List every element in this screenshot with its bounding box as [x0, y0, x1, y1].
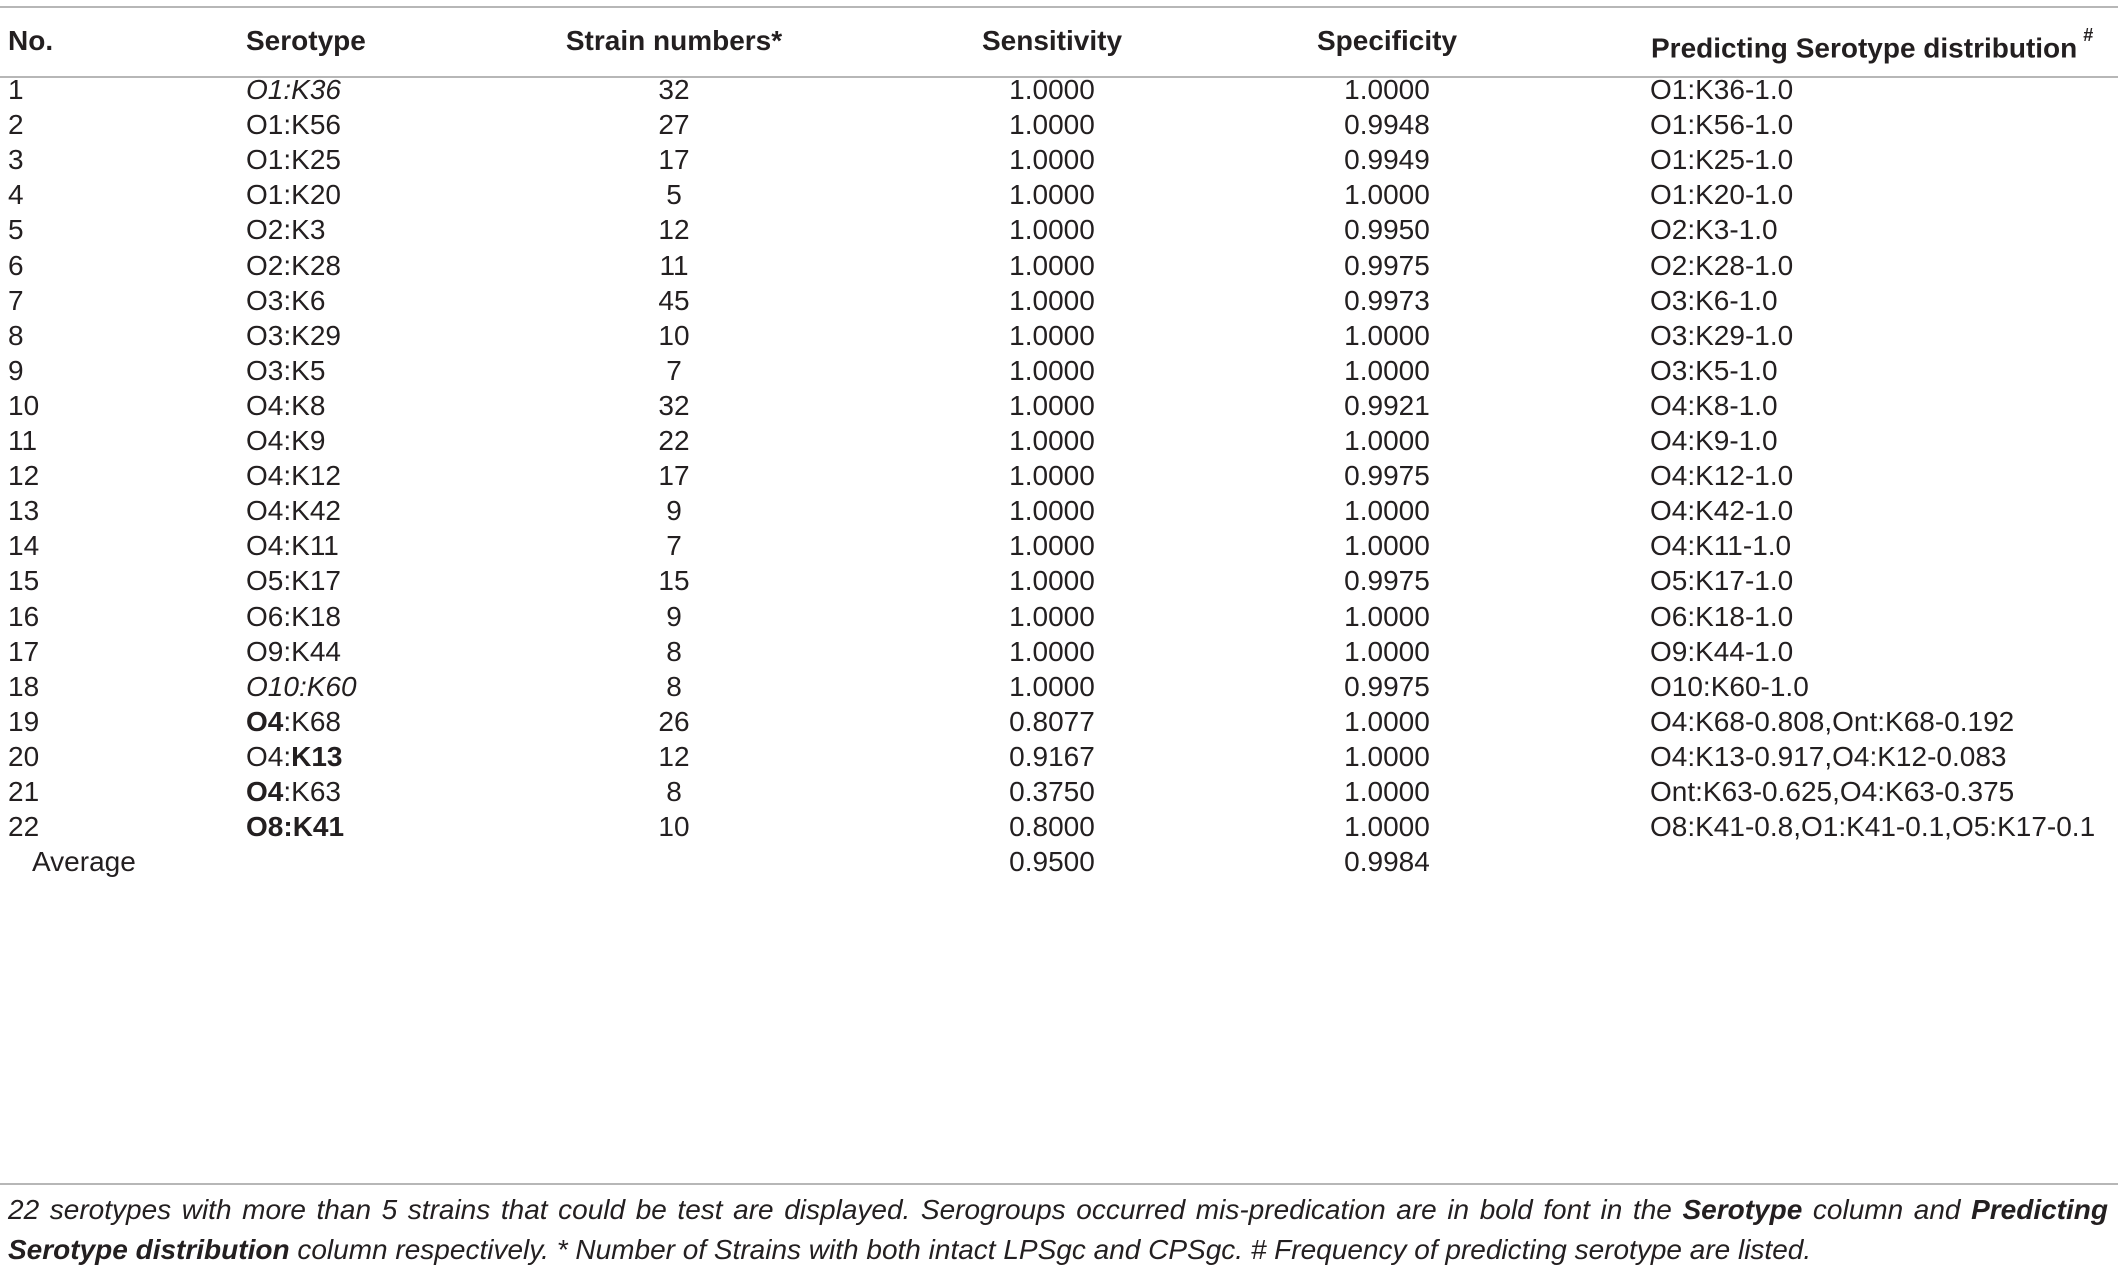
row-specificity: 1.0000	[1344, 354, 1430, 386]
serotype-separator: :	[283, 776, 292, 807]
row-strain-numbers: 8	[666, 776, 682, 807]
serotype-separator: :	[283, 495, 292, 527]
row-no: 8	[8, 319, 24, 351]
row-strain-numbers: 7	[666, 530, 682, 562]
serotype-k-type: K68	[291, 705, 341, 737]
row-predicting-distribution: O2:K28-1.0	[1650, 249, 1794, 281]
serotype-k-type: K28	[291, 249, 341, 281]
row-specificity: 0.9921	[1344, 389, 1430, 421]
table-top-rule	[0, 6, 2118, 8]
row-predicting-distribution: O8:K41-0.8,O1:K41-0.1,O5:K17-0.1	[1650, 811, 2096, 843]
serotype-k-type: K20	[291, 179, 341, 211]
row-strain-numbers: 5	[666, 179, 682, 211]
row-sensitivity: 1.0000	[1009, 214, 1095, 246]
serotype-k-type: K36	[291, 74, 341, 105]
row-strain-numbers: 7	[666, 354, 682, 386]
row-no: 12	[8, 460, 40, 492]
serotype-separator: :	[283, 425, 292, 456]
table-bottom-rule	[0, 1183, 2118, 1185]
row-specificity: 1.0000	[1344, 740, 1430, 772]
serotype-separator: :	[283, 319, 292, 351]
row-predicting-distribution: O4:K8-1.0	[1650, 389, 1778, 421]
row-predicting-distribution: O3:K5-1.0	[1650, 354, 1778, 386]
serotype-o-group: O4	[246, 389, 284, 421]
row-predicting-distribution: O1:K36-1.0	[1650, 74, 1794, 105]
serotype-k-type: K25	[291, 144, 341, 176]
serotype-k-type: K56	[291, 109, 341, 141]
serotype-separator: :	[283, 565, 292, 597]
row-predicting-distribution: O4:K9-1.0	[1650, 425, 1778, 456]
row-specificity: 0.9975	[1344, 460, 1430, 492]
serotype-o-group: O4	[246, 425, 284, 456]
row-no: 17	[8, 635, 40, 667]
row-sensitivity: 1.0000	[1009, 389, 1095, 421]
header-sensitivity: Sensitivity	[981, 25, 1123, 56]
row-no: 16	[8, 600, 40, 632]
serotype-k-type: K44	[291, 635, 341, 667]
header-specificity: Specificity	[1316, 25, 1458, 56]
header-no: No.	[8, 25, 54, 56]
serotype-o-group: O2	[246, 214, 284, 246]
row-specificity: 0.9973	[1344, 284, 1430, 316]
row-specificity: 1.0000	[1344, 74, 1430, 105]
serotype-o-group: O4	[246, 530, 284, 562]
row-strain-numbers: 12	[658, 740, 690, 772]
row-no: 4	[8, 179, 24, 211]
row-predicting-distribution: O9:K44-1.0	[1650, 635, 1794, 667]
serotype-o-group: O9	[246, 635, 284, 667]
row-predicting-distribution: Ont:K63-0.625,O4:K63-0.375	[1650, 776, 2015, 807]
average-specificity: 0.9984	[1344, 846, 1430, 878]
serotype-o-group: O4	[246, 460, 284, 492]
footnote-bold-serotype: Serotype	[1682, 1194, 1803, 1225]
row-specificity: 0.9949	[1344, 144, 1430, 176]
row-no: 19	[8, 705, 40, 737]
row-sensitivity: 1.0000	[1009, 319, 1095, 351]
table-header-row	[0, 16, 2118, 66]
serotype-k-type: K41	[292, 811, 345, 843]
serotype-k-type: K11	[291, 530, 339, 562]
row-specificity: 1.0000	[1344, 530, 1430, 562]
serotype-separator: :	[283, 214, 292, 246]
row-specificity: 0.9975	[1344, 670, 1430, 702]
serotype-o-group: O4	[246, 740, 284, 772]
header-serotype: Serotype	[246, 25, 366, 56]
row-strain-numbers: 8	[666, 635, 682, 667]
row-predicting-distribution: O5:K17-1.0	[1650, 565, 1794, 597]
serotype-k-type: K29	[291, 319, 341, 351]
serotype-k-type: K17	[291, 565, 341, 597]
serotype-k-type: K5	[291, 354, 326, 386]
row-no: 21	[8, 776, 40, 807]
serotype-o-group: O2	[246, 249, 284, 281]
average-label: Average	[32, 846, 136, 878]
row-specificity: 1.0000	[1344, 425, 1430, 456]
serotype-k-type: K60	[306, 670, 357, 702]
serotype-o-group: O1	[246, 144, 284, 176]
row-strain-numbers: 8	[666, 670, 682, 702]
serotype-k-type: K42	[291, 495, 341, 527]
row-specificity: 1.0000	[1344, 705, 1430, 737]
row-predicting-distribution: O4:K42-1.0	[1650, 495, 1794, 527]
row-predicting-distribution: O4:K13-0.917,O4:K12-0.083	[1650, 740, 2007, 772]
row-strain-numbers: 32	[658, 74, 690, 105]
footnote-part2: column and	[1802, 1194, 1972, 1225]
row-sensitivity: 1.0000	[1009, 530, 1095, 562]
row-sensitivity: 1.0000	[1009, 635, 1095, 667]
serotype-o-group: O3	[246, 284, 284, 316]
row-no: 18	[8, 670, 40, 702]
row-predicting-distribution: O1:K56-1.0	[1650, 109, 1794, 141]
table-average-row	[0, 838, 2118, 885]
row-sensitivity: 0.9167	[1009, 740, 1095, 772]
row-predicting-distribution: O10:K60-1.0	[1650, 670, 1809, 702]
header-predicting-label: Predicting Serotype distribution	[1651, 32, 2078, 64]
row-sensitivity: 0.8077	[1009, 705, 1095, 737]
row-predicting-distribution: O4:K11-1.0	[1650, 530, 1792, 562]
serotype-separator: :	[283, 600, 292, 632]
row-specificity: 1.0000	[1344, 635, 1430, 667]
row-predicting-distribution: O1:K20-1.0	[1650, 179, 1794, 211]
row-no: 22	[8, 811, 40, 843]
row-specificity: 1.0000	[1344, 319, 1430, 351]
row-no: 14	[8, 530, 40, 562]
serotype-separator: :	[283, 740, 292, 772]
row-strain-numbers: 32	[658, 389, 690, 421]
serotype-separator: :	[283, 635, 292, 667]
serotype-separator: :	[283, 74, 292, 105]
row-no: 13	[8, 495, 40, 527]
row-no: 20	[8, 740, 40, 772]
row-strain-numbers: 45	[658, 284, 690, 316]
serotype-o-group: O10	[246, 670, 299, 702]
serotype-k-type: K3	[291, 214, 326, 246]
row-strain-numbers: 22	[658, 425, 690, 456]
serotype-separator: :	[283, 530, 292, 562]
row-strain-numbers: 10	[658, 811, 690, 843]
serotype-o-group: O4	[246, 776, 284, 807]
serotype-o-group: O1	[246, 179, 284, 211]
row-specificity: 1.0000	[1344, 600, 1430, 632]
serotype-k-type: K63	[291, 776, 341, 807]
row-sensitivity: 1.0000	[1009, 109, 1095, 141]
serotype-separator: :	[283, 284, 292, 316]
row-predicting-distribution: O6:K18-1.0	[1650, 600, 1794, 632]
serotype-k-type: K18	[291, 600, 341, 632]
row-specificity: 1.0000	[1344, 495, 1430, 527]
row-no: 2	[8, 109, 24, 141]
serotype-o-group: O8	[246, 811, 284, 843]
serotype-o-group: O3	[246, 354, 284, 386]
header-predicting	[1651, 16, 2093, 73]
row-specificity: 0.9950	[1344, 214, 1430, 246]
row-specificity: 0.9975	[1344, 249, 1430, 281]
row-sensitivity: 1.0000	[1009, 495, 1095, 527]
row-sensitivity: 0.8000	[1009, 811, 1095, 843]
footnote-bold-predicting: Predicting Serotype distribution	[8, 1194, 2108, 1265]
row-strain-numbers: 17	[658, 460, 690, 492]
average-sensitivity: 0.9500	[1009, 846, 1095, 878]
row-sensitivity: 1.0000	[1009, 284, 1095, 316]
row-sensitivity: 1.0000	[1009, 249, 1095, 281]
row-strain-numbers: 27	[658, 109, 690, 141]
row-strain-numbers: 26	[658, 705, 690, 737]
row-strain-numbers: 12	[658, 214, 690, 246]
serotype-k-type: K9	[291, 425, 326, 456]
row-no: 15	[8, 565, 40, 597]
row-specificity: 1.0000	[1344, 776, 1430, 807]
serotype-o-group: O6	[246, 600, 284, 632]
footnote-part1: 22 serotypes with more than 5 strains that could be test are displayed. Serogroups occurred mis-predication are in bold font in the	[8, 1194, 1683, 1225]
row-no: 11	[8, 425, 38, 456]
row-predicting-distribution: O3:K6-1.0	[1650, 284, 1778, 316]
header-strain-numbers: Strain numbers*	[565, 25, 783, 56]
row-predicting-distribution: O3:K29-1.0	[1650, 319, 1794, 351]
row-strain-numbers: 15	[658, 565, 690, 597]
row-predicting-distribution: O4:K12-1.0	[1650, 460, 1794, 492]
serotype-separator: :	[283, 354, 292, 386]
footnote-part3: column respectively. * Number of Strains with both intact LPSgc and CPSgc. # Frequency of predicting serotype are listed.	[289, 1234, 1812, 1265]
serotype-separator: :	[283, 460, 292, 492]
row-strain-numbers: 17	[658, 144, 690, 176]
row-sensitivity: 1.0000	[1009, 144, 1095, 176]
row-sensitivity: 1.0000	[1009, 74, 1095, 105]
row-sensitivity: 1.0000	[1009, 565, 1095, 597]
row-predicting-distribution: O1:K25-1.0	[1650, 144, 1794, 176]
row-sensitivity: 1.0000	[1009, 179, 1095, 211]
serotype-separator: :	[283, 705, 292, 737]
serotype-separator: :	[283, 249, 292, 281]
serotype-o-group: O1	[246, 74, 284, 105]
serotype-separator: :	[283, 144, 292, 176]
row-no: 6	[8, 249, 24, 281]
serotype-separator: :	[283, 389, 292, 421]
serotype-separator: :	[283, 109, 292, 141]
serotype-o-group: O4	[246, 705, 284, 737]
row-sensitivity: 0.3750	[1009, 776, 1095, 807]
row-no: 3	[8, 144, 24, 176]
serotype-separator: :	[283, 811, 293, 843]
serotype-o-group: O1	[246, 109, 284, 141]
row-sensitivity: 1.0000	[1009, 354, 1095, 386]
row-specificity: 1.0000	[1344, 179, 1430, 211]
row-specificity: 1.0000	[1344, 811, 1430, 843]
row-strain-numbers: 9	[666, 600, 682, 632]
serotype-separator: :	[298, 670, 307, 702]
serotype-o-group: O4	[246, 495, 284, 527]
row-sensitivity: 1.0000	[1009, 670, 1095, 702]
table-footnote	[8, 1190, 2108, 1270]
row-sensitivity: 1.0000	[1009, 425, 1095, 456]
serotype-k-type: K13	[291, 740, 343, 772]
row-no: 1	[8, 74, 24, 105]
row-predicting-distribution: O4:K68-0.808,Ont:K68-0.192	[1650, 705, 2015, 737]
serotype-k-type: K6	[291, 284, 326, 316]
row-sensitivity: 1.0000	[1009, 460, 1095, 492]
row-no: 5	[8, 214, 24, 246]
row-no: 9	[8, 354, 24, 386]
serotype-k-type: K8	[291, 389, 326, 421]
serotype-separator: :	[283, 179, 292, 211]
row-no: 10	[8, 389, 40, 421]
row-predicting-distribution: O2:K3-1.0	[1650, 214, 1778, 246]
row-specificity: 0.9975	[1344, 565, 1430, 597]
serotype-o-group: O5	[246, 565, 284, 597]
serotype-o-group: O3	[246, 319, 284, 351]
header-predicting-mark: #	[2083, 25, 2094, 45]
row-strain-numbers: 9	[666, 495, 682, 527]
row-strain-numbers: 11	[659, 249, 689, 281]
row-sensitivity: 1.0000	[1009, 600, 1095, 632]
row-no: 7	[8, 284, 24, 316]
serotype-k-type: K12	[291, 460, 341, 492]
row-strain-numbers: 10	[658, 319, 690, 351]
row-specificity: 0.9948	[1344, 109, 1430, 141]
